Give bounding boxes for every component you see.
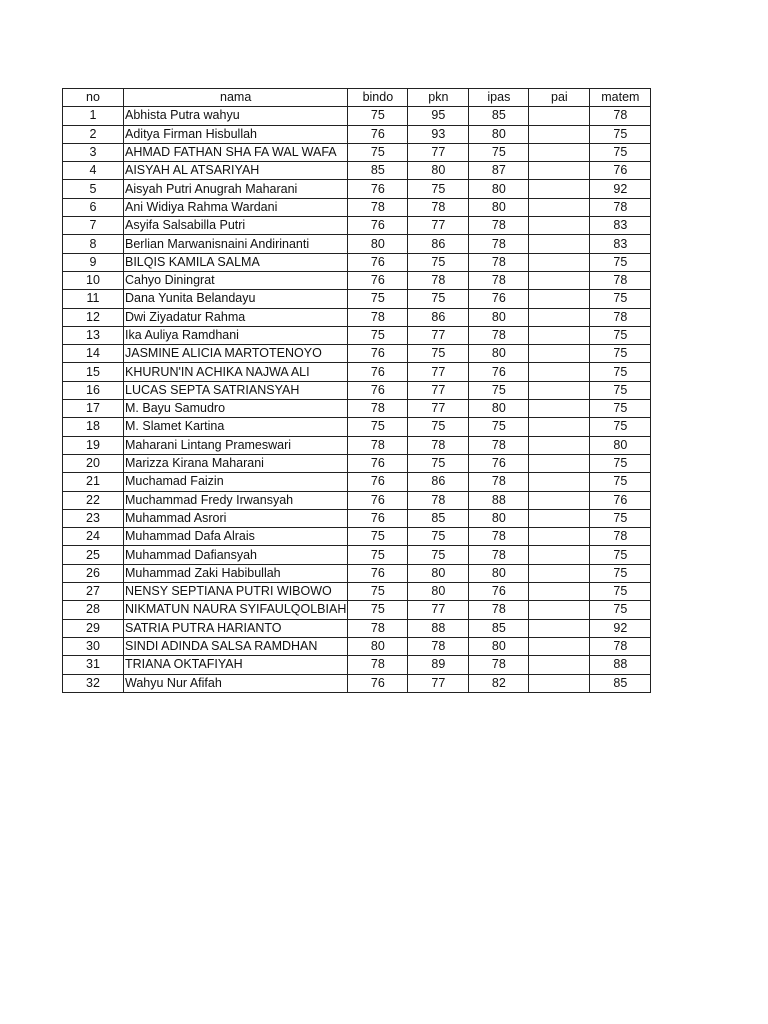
cell-pkn: 75 bbox=[408, 290, 469, 308]
cell-nama: Muchammad Fredy Irwansyah bbox=[124, 491, 348, 509]
cell-pkn: 86 bbox=[408, 308, 469, 326]
cell-matem: 75 bbox=[590, 400, 651, 418]
cell-ipas: 75 bbox=[469, 143, 529, 161]
cell-pkn: 86 bbox=[408, 235, 469, 253]
cell-bindo: 75 bbox=[348, 418, 408, 436]
cell-no: 13 bbox=[63, 326, 124, 344]
cell-matem: 85 bbox=[590, 674, 651, 692]
cell-no: 17 bbox=[63, 400, 124, 418]
header-bindo: bindo bbox=[348, 89, 408, 107]
cell-pkn: 77 bbox=[408, 400, 469, 418]
cell-pai bbox=[529, 253, 590, 271]
grades-table bbox=[62, 88, 651, 693]
cell-no: 26 bbox=[63, 564, 124, 582]
cell-no: 27 bbox=[63, 583, 124, 601]
cell-nama: Berlian Marwanisnaini Andirinanti bbox=[124, 235, 348, 253]
table-row bbox=[63, 491, 651, 509]
cell-nama: Dana Yunita Belandayu bbox=[124, 290, 348, 308]
cell-nama: NENSY SEPTIANA PUTRI WIBOWO bbox=[124, 583, 348, 601]
cell-matem: 78 bbox=[590, 528, 651, 546]
cell-matem: 75 bbox=[590, 326, 651, 344]
cell-bindo: 75 bbox=[348, 583, 408, 601]
cell-bindo: 80 bbox=[348, 235, 408, 253]
cell-nama: SATRIA PUTRA HARIANTO bbox=[124, 619, 348, 637]
cell-pkn: 78 bbox=[408, 637, 469, 655]
cell-ipas: 80 bbox=[469, 198, 529, 216]
cell-nama: Wahyu Nur Afifah bbox=[124, 674, 348, 692]
cell-pkn: 78 bbox=[408, 271, 469, 289]
table-row bbox=[63, 363, 651, 381]
cell-nama: Dwi Ziyadatur Rahma bbox=[124, 308, 348, 326]
cell-pai bbox=[529, 143, 590, 161]
cell-pai bbox=[529, 509, 590, 527]
cell-matem: 75 bbox=[590, 418, 651, 436]
cell-ipas: 75 bbox=[469, 381, 529, 399]
cell-matem: 78 bbox=[590, 107, 651, 125]
cell-nama: Aditya Firman Hisbullah bbox=[124, 125, 348, 143]
cell-nama: Muhammad Dafa Alrais bbox=[124, 528, 348, 546]
cell-matem: 83 bbox=[590, 235, 651, 253]
cell-pai bbox=[529, 162, 590, 180]
cell-no: 1 bbox=[63, 107, 124, 125]
cell-bindo: 85 bbox=[348, 162, 408, 180]
cell-pkn: 77 bbox=[408, 217, 469, 235]
cell-pkn: 75 bbox=[408, 345, 469, 363]
table-row bbox=[63, 454, 651, 472]
cell-ipas: 76 bbox=[469, 290, 529, 308]
table-row bbox=[63, 180, 651, 198]
cell-bindo: 78 bbox=[348, 308, 408, 326]
cell-nama: Maharani Lintang Prameswari bbox=[124, 436, 348, 454]
table-row bbox=[63, 601, 651, 619]
cell-nama: Muhammad Dafiansyah bbox=[124, 546, 348, 564]
cell-pai bbox=[529, 235, 590, 253]
cell-pkn: 75 bbox=[408, 454, 469, 472]
table-row bbox=[63, 217, 651, 235]
table-row bbox=[63, 564, 651, 582]
cell-bindo: 76 bbox=[348, 509, 408, 527]
table-row bbox=[63, 125, 651, 143]
table-row bbox=[63, 235, 651, 253]
cell-pkn: 88 bbox=[408, 619, 469, 637]
cell-matem: 75 bbox=[590, 546, 651, 564]
cell-nama: KHURUN'IN ACHIKA NAJWA ALI bbox=[124, 363, 348, 381]
cell-bindo: 75 bbox=[348, 601, 408, 619]
cell-ipas: 75 bbox=[469, 418, 529, 436]
cell-pai bbox=[529, 290, 590, 308]
cell-matem: 76 bbox=[590, 162, 651, 180]
cell-pkn: 89 bbox=[408, 656, 469, 674]
table-row bbox=[63, 271, 651, 289]
cell-no: 31 bbox=[63, 656, 124, 674]
cell-bindo: 75 bbox=[348, 107, 408, 125]
cell-pai bbox=[529, 308, 590, 326]
cell-nama: Cahyo Diningrat bbox=[124, 271, 348, 289]
cell-pai bbox=[529, 400, 590, 418]
cell-pai bbox=[529, 198, 590, 216]
header-pkn: pkn bbox=[408, 89, 469, 107]
cell-matem: 75 bbox=[590, 143, 651, 161]
cell-pkn: 78 bbox=[408, 491, 469, 509]
header-ipas: ipas bbox=[469, 89, 529, 107]
table-row bbox=[63, 107, 651, 125]
cell-bindo: 78 bbox=[348, 436, 408, 454]
cell-nama: SINDI ADINDA SALSA RAMDHAN bbox=[124, 637, 348, 655]
cell-bindo: 76 bbox=[348, 217, 408, 235]
table-row bbox=[63, 583, 651, 601]
header-matem: matem bbox=[590, 89, 651, 107]
table-row bbox=[63, 656, 651, 674]
cell-ipas: 87 bbox=[469, 162, 529, 180]
cell-ipas: 85 bbox=[469, 619, 529, 637]
cell-pai bbox=[529, 674, 590, 692]
table-row bbox=[63, 290, 651, 308]
table-row bbox=[63, 546, 651, 564]
cell-ipas: 78 bbox=[469, 235, 529, 253]
cell-pai bbox=[529, 637, 590, 655]
cell-ipas: 78 bbox=[469, 601, 529, 619]
cell-pkn: 77 bbox=[408, 381, 469, 399]
cell-ipas: 78 bbox=[469, 326, 529, 344]
cell-pkn: 75 bbox=[408, 180, 469, 198]
table-row bbox=[63, 473, 651, 491]
cell-bindo: 78 bbox=[348, 619, 408, 637]
cell-matem: 75 bbox=[590, 290, 651, 308]
cell-nama: AISYAH AL ATSARIYAH bbox=[124, 162, 348, 180]
cell-no: 24 bbox=[63, 528, 124, 546]
cell-nama: AHMAD FATHAN SHA FA WAL WAFA bbox=[124, 143, 348, 161]
table-row bbox=[63, 528, 651, 546]
cell-pkn: 77 bbox=[408, 601, 469, 619]
cell-ipas: 78 bbox=[469, 528, 529, 546]
cell-bindo: 76 bbox=[348, 473, 408, 491]
cell-no: 11 bbox=[63, 290, 124, 308]
table-row bbox=[63, 400, 651, 418]
cell-nama: Marizza Kirana Maharani bbox=[124, 454, 348, 472]
cell-ipas: 76 bbox=[469, 363, 529, 381]
cell-pkn: 78 bbox=[408, 436, 469, 454]
cell-matem: 78 bbox=[590, 308, 651, 326]
cell-pkn: 75 bbox=[408, 528, 469, 546]
cell-bindo: 76 bbox=[348, 454, 408, 472]
cell-no: 16 bbox=[63, 381, 124, 399]
cell-pai bbox=[529, 107, 590, 125]
cell-matem: 78 bbox=[590, 637, 651, 655]
cell-nama: Asyifa Salsabilla Putri bbox=[124, 217, 348, 235]
cell-bindo: 75 bbox=[348, 326, 408, 344]
cell-bindo: 76 bbox=[348, 345, 408, 363]
table-row bbox=[63, 143, 651, 161]
cell-ipas: 76 bbox=[469, 454, 529, 472]
cell-nama: Ani Widiya Rahma Wardani bbox=[124, 198, 348, 216]
cell-pkn: 95 bbox=[408, 107, 469, 125]
cell-ipas: 88 bbox=[469, 491, 529, 509]
cell-ipas: 78 bbox=[469, 271, 529, 289]
header-pai: pai bbox=[529, 89, 590, 107]
cell-no: 8 bbox=[63, 235, 124, 253]
cell-no: 6 bbox=[63, 198, 124, 216]
cell-bindo: 78 bbox=[348, 198, 408, 216]
cell-no: 18 bbox=[63, 418, 124, 436]
cell-bindo: 76 bbox=[348, 674, 408, 692]
cell-ipas: 80 bbox=[469, 509, 529, 527]
cell-ipas: 80 bbox=[469, 308, 529, 326]
table-row bbox=[63, 345, 651, 363]
cell-no: 20 bbox=[63, 454, 124, 472]
cell-nama: TRIANA OKTAFIYAH bbox=[124, 656, 348, 674]
table-row bbox=[63, 509, 651, 527]
cell-bindo: 76 bbox=[348, 271, 408, 289]
cell-ipas: 80 bbox=[469, 125, 529, 143]
cell-pkn: 75 bbox=[408, 253, 469, 271]
cell-pkn: 77 bbox=[408, 674, 469, 692]
cell-nama: M. Slamet Kartina bbox=[124, 418, 348, 436]
cell-ipas: 78 bbox=[469, 546, 529, 564]
cell-nama: NIKMATUN NAURA SYIFAULQOLBIAH bbox=[124, 601, 348, 619]
cell-matem: 75 bbox=[590, 125, 651, 143]
cell-bindo: 75 bbox=[348, 528, 408, 546]
cell-nama: JASMINE ALICIA MARTOTENOYO bbox=[124, 345, 348, 363]
cell-pkn: 80 bbox=[408, 162, 469, 180]
cell-matem: 83 bbox=[590, 217, 651, 235]
cell-matem: 75 bbox=[590, 509, 651, 527]
cell-ipas: 78 bbox=[469, 436, 529, 454]
header-no: no bbox=[63, 89, 124, 107]
table-row bbox=[63, 381, 651, 399]
cell-pkn: 86 bbox=[408, 473, 469, 491]
cell-pai bbox=[529, 454, 590, 472]
table-row bbox=[63, 162, 651, 180]
cell-ipas: 80 bbox=[469, 345, 529, 363]
cell-pai bbox=[529, 125, 590, 143]
cell-matem: 75 bbox=[590, 381, 651, 399]
cell-pai bbox=[529, 583, 590, 601]
cell-ipas: 78 bbox=[469, 473, 529, 491]
cell-ipas: 76 bbox=[469, 583, 529, 601]
cell-matem: 78 bbox=[590, 271, 651, 289]
cell-pai bbox=[529, 491, 590, 509]
cell-no: 4 bbox=[63, 162, 124, 180]
cell-nama: Abhista Putra wahyu bbox=[124, 107, 348, 125]
cell-ipas: 80 bbox=[469, 180, 529, 198]
cell-no: 23 bbox=[63, 509, 124, 527]
cell-no: 2 bbox=[63, 125, 124, 143]
cell-matem: 88 bbox=[590, 656, 651, 674]
cell-ipas: 80 bbox=[469, 637, 529, 655]
table-row bbox=[63, 308, 651, 326]
cell-nama: Ika Auliya Ramdhani bbox=[124, 326, 348, 344]
cell-matem: 75 bbox=[590, 363, 651, 381]
cell-bindo: 78 bbox=[348, 400, 408, 418]
cell-matem: 92 bbox=[590, 619, 651, 637]
cell-pai bbox=[529, 418, 590, 436]
cell-pai bbox=[529, 180, 590, 198]
cell-bindo: 75 bbox=[348, 546, 408, 564]
cell-pkn: 75 bbox=[408, 546, 469, 564]
cell-pai bbox=[529, 656, 590, 674]
cell-no: 5 bbox=[63, 180, 124, 198]
table-row bbox=[63, 418, 651, 436]
cell-ipas: 85 bbox=[469, 107, 529, 125]
cell-no: 21 bbox=[63, 473, 124, 491]
cell-nama: BILQIS KAMILA SALMA bbox=[124, 253, 348, 271]
cell-pkn: 80 bbox=[408, 564, 469, 582]
cell-bindo: 76 bbox=[348, 125, 408, 143]
cell-matem: 92 bbox=[590, 180, 651, 198]
cell-no: 10 bbox=[63, 271, 124, 289]
table-row bbox=[63, 637, 651, 655]
cell-no: 7 bbox=[63, 217, 124, 235]
cell-no: 29 bbox=[63, 619, 124, 637]
cell-pkn: 77 bbox=[408, 363, 469, 381]
cell-matem: 75 bbox=[590, 583, 651, 601]
header-row bbox=[63, 89, 651, 107]
cell-pkn: 75 bbox=[408, 418, 469, 436]
cell-matem: 80 bbox=[590, 436, 651, 454]
cell-no: 30 bbox=[63, 637, 124, 655]
cell-bindo: 78 bbox=[348, 656, 408, 674]
cell-pai bbox=[529, 601, 590, 619]
cell-matem: 78 bbox=[590, 198, 651, 216]
cell-matem: 76 bbox=[590, 491, 651, 509]
cell-bindo: 76 bbox=[348, 363, 408, 381]
cell-bindo: 76 bbox=[348, 253, 408, 271]
cell-pkn: 85 bbox=[408, 509, 469, 527]
cell-pkn: 77 bbox=[408, 326, 469, 344]
cell-bindo: 75 bbox=[348, 143, 408, 161]
cell-nama: Aisyah Putri Anugrah Maharani bbox=[124, 180, 348, 198]
cell-matem: 75 bbox=[590, 253, 651, 271]
table-row bbox=[63, 674, 651, 692]
cell-pai bbox=[529, 546, 590, 564]
cell-pai bbox=[529, 217, 590, 235]
cell-bindo: 76 bbox=[348, 180, 408, 198]
cell-pai bbox=[529, 473, 590, 491]
cell-bindo: 76 bbox=[348, 381, 408, 399]
cell-no: 9 bbox=[63, 253, 124, 271]
cell-no: 19 bbox=[63, 436, 124, 454]
cell-nama: Muchamad Faizin bbox=[124, 473, 348, 491]
cell-pkn: 80 bbox=[408, 583, 469, 601]
cell-pai bbox=[529, 619, 590, 637]
cell-pai bbox=[529, 345, 590, 363]
cell-bindo: 76 bbox=[348, 564, 408, 582]
table-row bbox=[63, 253, 651, 271]
cell-nama: Muhammad Zaki Habibullah bbox=[124, 564, 348, 582]
cell-pai bbox=[529, 436, 590, 454]
cell-matem: 75 bbox=[590, 564, 651, 582]
cell-ipas: 78 bbox=[469, 217, 529, 235]
cell-bindo: 76 bbox=[348, 491, 408, 509]
cell-pai bbox=[529, 381, 590, 399]
cell-ipas: 82 bbox=[469, 674, 529, 692]
cell-pai bbox=[529, 363, 590, 381]
cell-bindo: 80 bbox=[348, 637, 408, 655]
cell-pai bbox=[529, 326, 590, 344]
table-row bbox=[63, 198, 651, 216]
cell-pai bbox=[529, 564, 590, 582]
cell-ipas: 78 bbox=[469, 253, 529, 271]
cell-no: 12 bbox=[63, 308, 124, 326]
cell-no: 32 bbox=[63, 674, 124, 692]
cell-pkn: 77 bbox=[408, 143, 469, 161]
cell-ipas: 78 bbox=[469, 656, 529, 674]
cell-pai bbox=[529, 528, 590, 546]
cell-ipas: 80 bbox=[469, 400, 529, 418]
cell-nama: M. Bayu Samudro bbox=[124, 400, 348, 418]
cell-no: 15 bbox=[63, 363, 124, 381]
cell-bindo: 75 bbox=[348, 290, 408, 308]
cell-pai bbox=[529, 271, 590, 289]
cell-ipas: 80 bbox=[469, 564, 529, 582]
cell-no: 25 bbox=[63, 546, 124, 564]
table-row bbox=[63, 619, 651, 637]
cell-no: 22 bbox=[63, 491, 124, 509]
cell-nama: LUCAS SEPTA SATRIANSYAH bbox=[124, 381, 348, 399]
table-row bbox=[63, 436, 651, 454]
cell-no: 28 bbox=[63, 601, 124, 619]
cell-matem: 75 bbox=[590, 601, 651, 619]
cell-matem: 75 bbox=[590, 345, 651, 363]
cell-nama: Muhammad Asrori bbox=[124, 509, 348, 527]
table-row bbox=[63, 326, 651, 344]
cell-no: 14 bbox=[63, 345, 124, 363]
cell-no: 3 bbox=[63, 143, 124, 161]
cell-matem: 75 bbox=[590, 454, 651, 472]
cell-pkn: 93 bbox=[408, 125, 469, 143]
cell-matem: 75 bbox=[590, 473, 651, 491]
cell-pkn: 78 bbox=[408, 198, 469, 216]
header-nama: nama bbox=[124, 89, 348, 107]
